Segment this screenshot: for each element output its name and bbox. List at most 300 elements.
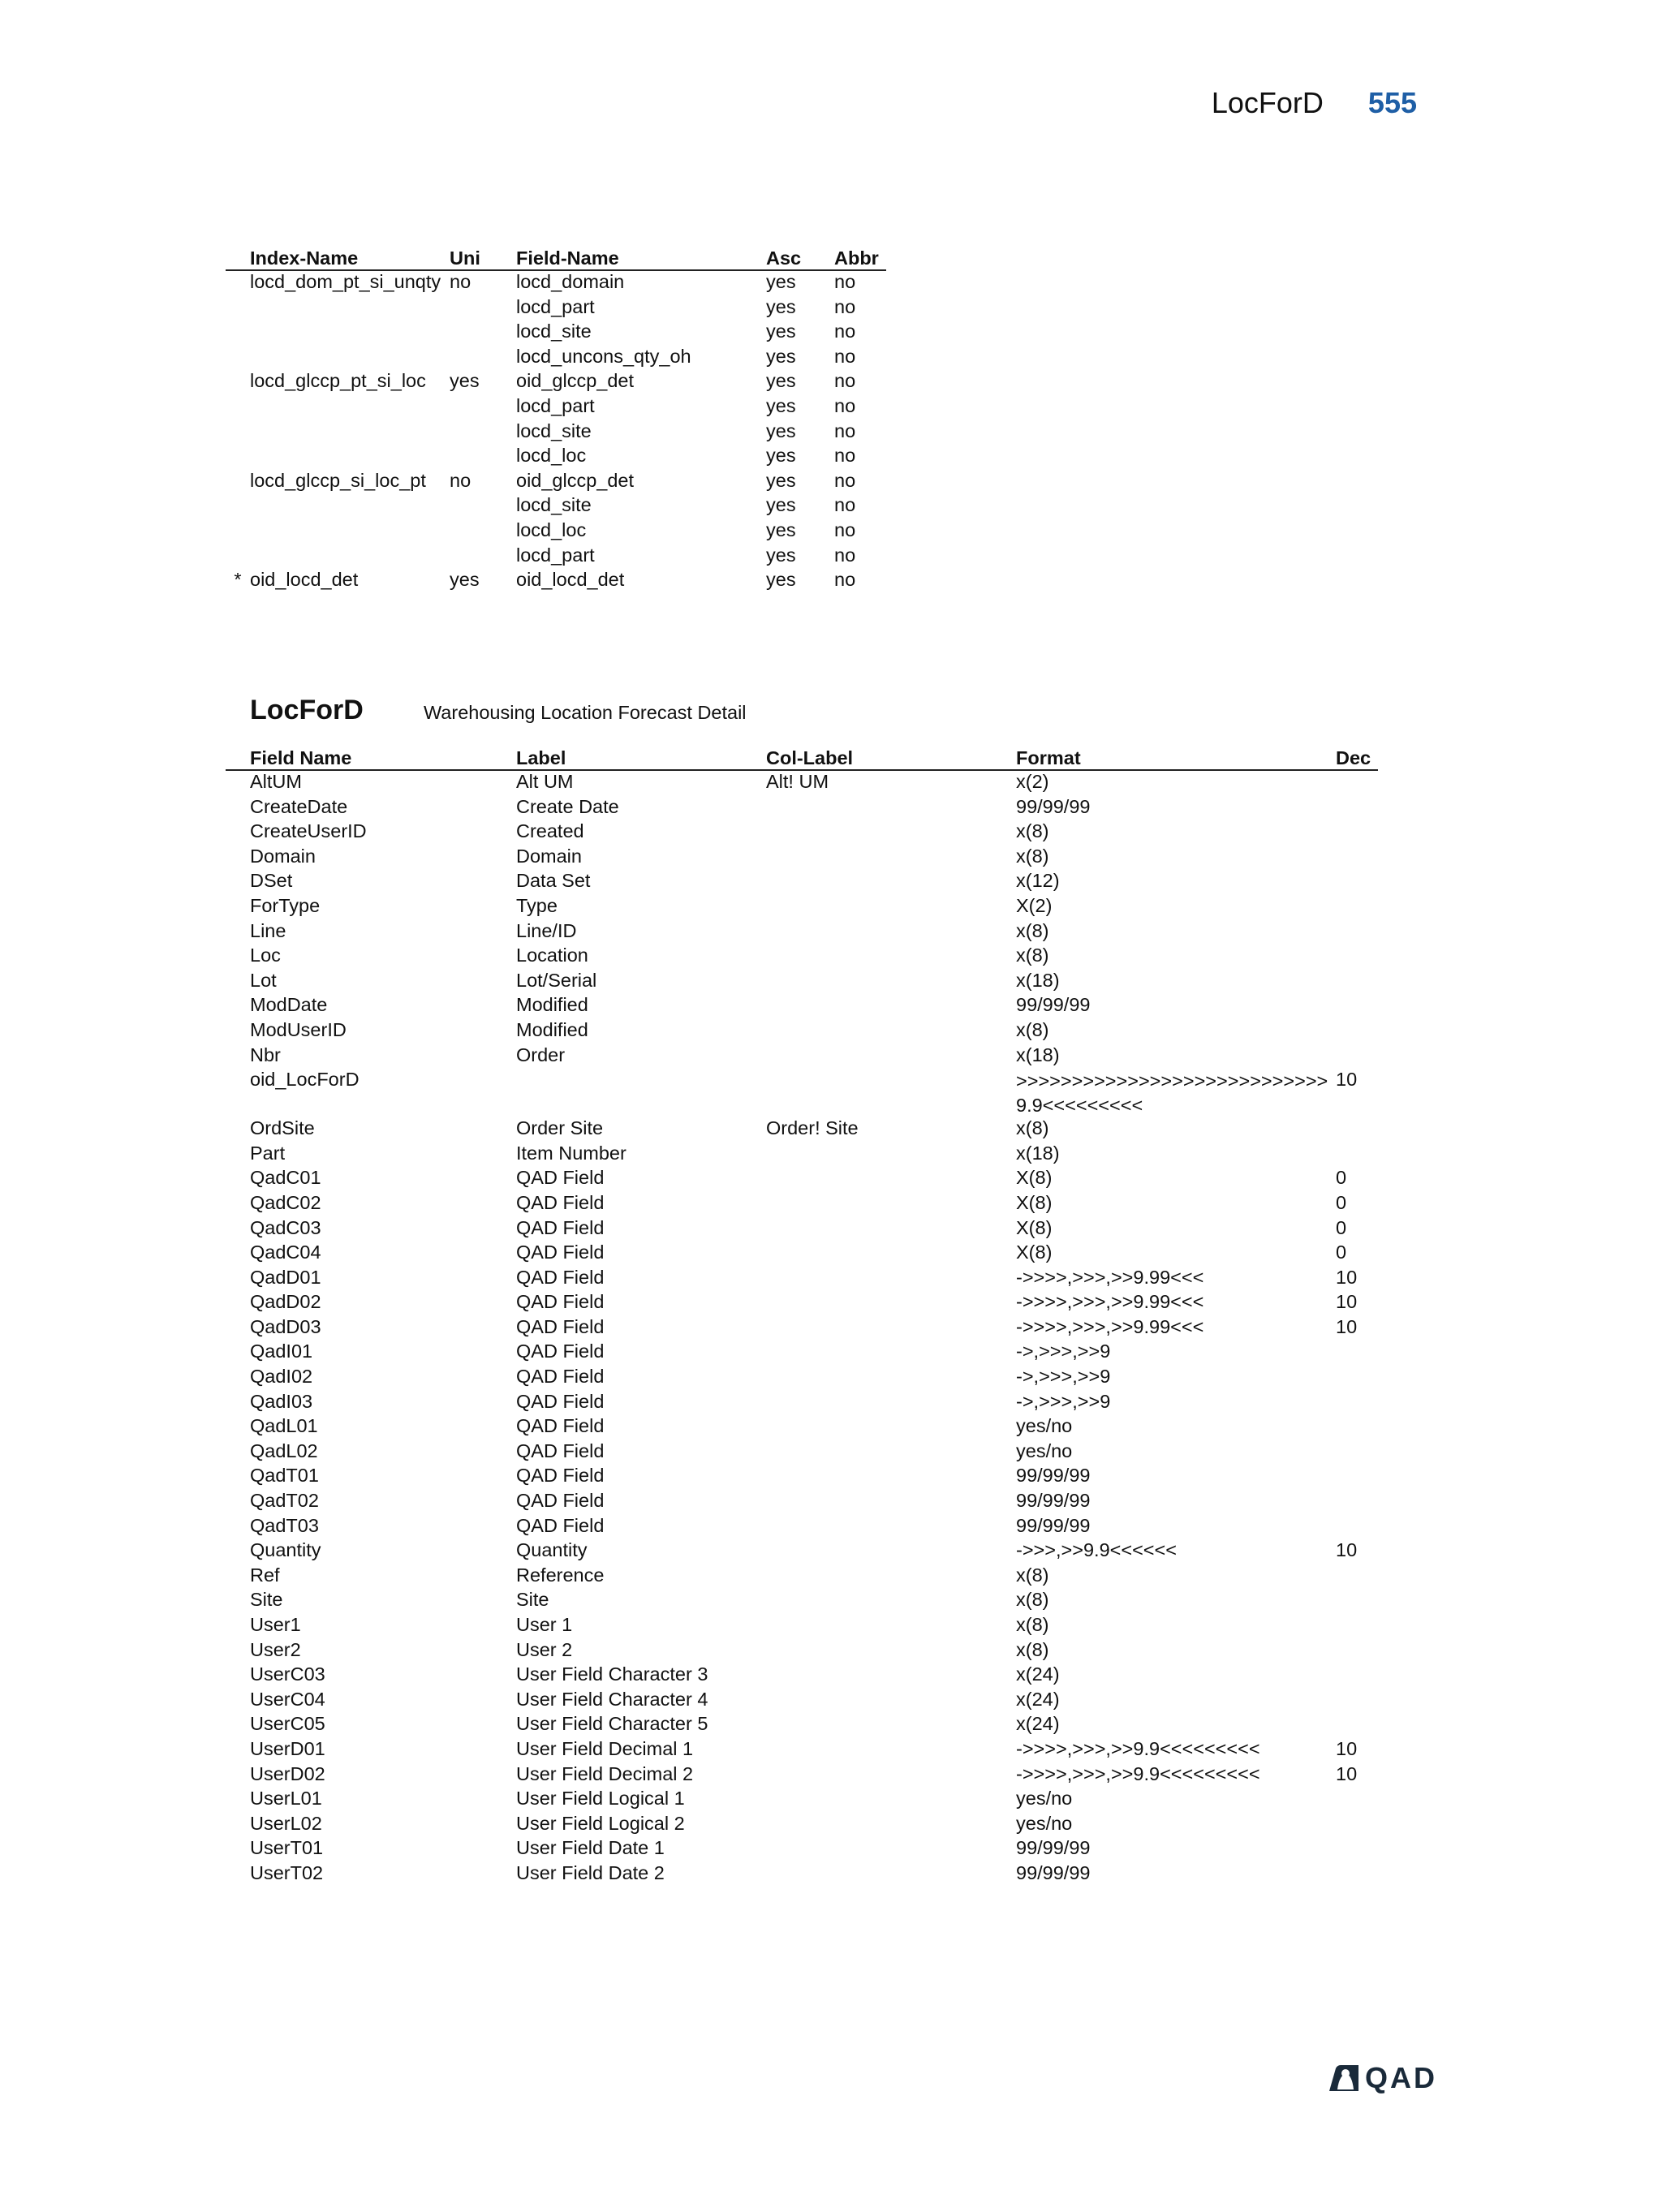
field-row xyxy=(226,1143,1378,1168)
field-row xyxy=(226,1862,1378,1887)
index-name-cell: oid_locd_det xyxy=(250,569,359,591)
field-row-gutter xyxy=(226,1639,250,1664)
field-row xyxy=(226,1713,1378,1738)
field-name-cell: locd_part xyxy=(516,394,595,416)
dec-cell xyxy=(1336,870,1378,895)
unique-cell xyxy=(450,544,516,570)
index-table xyxy=(226,243,886,594)
format-cell: x(8) xyxy=(1016,919,1049,941)
field-row-gutter xyxy=(226,994,250,1019)
format-cell: ->>>,>>9.9<<<<<< xyxy=(1016,1539,1177,1561)
field-row xyxy=(226,1117,1378,1143)
dec-cell: 0 xyxy=(1336,1242,1347,1263)
abbr-cell: no xyxy=(834,345,856,367)
field-name-cell: QadL01 xyxy=(250,1415,318,1437)
asc-cell: yes xyxy=(766,295,796,317)
dec-cell xyxy=(1336,846,1378,871)
dec-cell xyxy=(1336,1713,1378,1738)
field-name-cell: Quantity xyxy=(250,1539,321,1561)
field-row-gutter xyxy=(226,1217,250,1242)
field-table-body xyxy=(226,770,1378,1887)
col-label-cell xyxy=(766,1490,1016,1515)
col-label-cell xyxy=(766,1366,1016,1391)
abbr-cell: no xyxy=(834,469,856,491)
col-label-cell xyxy=(766,870,1016,895)
field-row xyxy=(226,1044,1378,1069)
col-label-cell xyxy=(766,895,1016,920)
field-row-gutter xyxy=(226,1291,250,1316)
field-row xyxy=(226,920,1378,945)
field-name-cell: CreateUserID xyxy=(250,820,367,842)
dec-cell: 0 xyxy=(1336,1191,1347,1213)
unique-cell: yes xyxy=(450,569,480,591)
abbr-cell: no xyxy=(834,519,856,540)
asc-cell: yes xyxy=(766,544,796,566)
col-header-asc: Asc xyxy=(766,243,834,270)
dec-cell: 10 xyxy=(1336,1315,1358,1337)
index-row-mark xyxy=(226,544,250,570)
field-row-gutter xyxy=(226,1019,250,1044)
col-label-cell xyxy=(766,1788,1016,1813)
dec-cell xyxy=(1336,1788,1378,1813)
index-name-cell: locd_glccp_si_loc_pt xyxy=(250,469,426,491)
table-heading xyxy=(250,695,747,726)
unique-cell xyxy=(450,494,516,519)
field-row xyxy=(226,1440,1378,1465)
asc-cell: yes xyxy=(766,345,796,367)
field-row xyxy=(226,770,1378,796)
unique-cell xyxy=(450,296,516,321)
field-row xyxy=(226,1267,1378,1292)
dec-cell xyxy=(1336,1117,1378,1143)
format-cell: x(8) xyxy=(1016,820,1049,842)
field-row xyxy=(226,1614,1378,1639)
field-row xyxy=(226,1689,1378,1714)
format-cell: 99/99/99 xyxy=(1016,1837,1091,1859)
col-label-cell xyxy=(766,1639,1016,1664)
index-row-mark: * xyxy=(234,569,242,591)
dec-cell: 10 xyxy=(1336,1266,1358,1288)
asc-cell: yes xyxy=(766,445,796,467)
unique-cell: no xyxy=(450,271,471,292)
col-label-cell xyxy=(766,1763,1016,1788)
asc-cell: yes xyxy=(766,519,796,540)
format-cell: X(8) xyxy=(1016,1167,1053,1189)
dec-cell xyxy=(1336,1689,1378,1714)
col-label-cell xyxy=(766,1291,1016,1316)
field-name-cell: QadD01 xyxy=(250,1266,321,1288)
format-cell: ->>>>,>>>,>>9.99<<< xyxy=(1016,1291,1204,1313)
field-row xyxy=(226,1366,1378,1391)
col-label-cell: Alt! UM xyxy=(766,771,829,792)
format-cell: x(8) xyxy=(1016,1638,1049,1660)
label-cell: Quantity xyxy=(516,1539,588,1561)
field-row xyxy=(226,945,1378,970)
format-cell: x(12) xyxy=(1016,870,1060,892)
table-description: Warehousing Location Forecast Detail xyxy=(424,702,747,723)
asc-cell: yes xyxy=(766,321,796,342)
col-label-cell xyxy=(766,1267,1016,1292)
col-label-cell xyxy=(766,1242,1016,1267)
index-row xyxy=(226,420,886,445)
field-row xyxy=(226,1192,1378,1217)
col-label-cell xyxy=(766,846,1016,871)
field-name-cell: UserD02 xyxy=(250,1762,325,1784)
unique-cell: no xyxy=(450,469,471,491)
dec-cell xyxy=(1336,1564,1378,1590)
field-name-cell: QadI01 xyxy=(250,1341,313,1362)
col-label-cell xyxy=(766,994,1016,1019)
field-row-gutter xyxy=(226,1589,250,1614)
dec-cell: 10 xyxy=(1336,1762,1358,1784)
field-name-cell: locd_loc xyxy=(516,445,587,467)
field-name-cell: locd_site xyxy=(516,494,592,516)
label-cell: Domain xyxy=(516,845,582,867)
dec-cell xyxy=(1336,970,1378,995)
label-cell: User Field Character 3 xyxy=(516,1663,708,1685)
col-header-label: Label xyxy=(516,743,766,770)
field-row-gutter xyxy=(226,1192,250,1217)
field-name-cell: UserL01 xyxy=(250,1788,322,1810)
field-row-gutter xyxy=(226,1763,250,1788)
col-label-cell xyxy=(766,1415,1016,1440)
field-row-gutter xyxy=(226,1069,250,1117)
col-label-cell xyxy=(766,820,1016,846)
dec-cell xyxy=(1336,1044,1378,1069)
format-cell: x(24) xyxy=(1016,1663,1060,1685)
label-cell: Create Date xyxy=(516,795,619,817)
format-cell: x(24) xyxy=(1016,1713,1060,1735)
format-cell: x(2) xyxy=(1016,771,1049,792)
index-gutter-header xyxy=(226,243,250,270)
field-name-cell: ForType xyxy=(250,894,321,916)
index-row-mark xyxy=(226,445,250,470)
index-table-header xyxy=(226,243,886,270)
dec-cell xyxy=(1336,1415,1378,1440)
index-row xyxy=(226,544,886,570)
dec-cell xyxy=(1336,1391,1378,1416)
field-row xyxy=(226,1291,1378,1316)
format-cell: x(18) xyxy=(1016,1044,1060,1065)
unique-cell xyxy=(450,445,516,470)
dec-cell xyxy=(1336,895,1378,920)
abbr-cell: no xyxy=(834,494,856,516)
index-name-cell xyxy=(250,420,450,445)
format-cell: ->>>>,>>>,>>9.9<<<<<<<<< xyxy=(1016,1737,1260,1759)
col-header-col-label: Col-Label xyxy=(766,743,1016,770)
index-row xyxy=(226,296,886,321)
col-header-field-name: Field-Name xyxy=(516,243,766,270)
field-row-gutter xyxy=(226,1143,250,1168)
field-name-cell: QadT02 xyxy=(250,1490,319,1512)
field-name-cell: DSet xyxy=(250,870,293,892)
col-label-cell xyxy=(766,1192,1016,1217)
field-row xyxy=(226,970,1378,995)
index-row-mark xyxy=(226,494,250,519)
field-name-cell: Line xyxy=(250,919,286,941)
dec-cell xyxy=(1336,1589,1378,1614)
dec-cell xyxy=(1336,920,1378,945)
field-name-cell: User1 xyxy=(250,1614,301,1635)
field-name-cell: OrdSite xyxy=(250,1117,315,1139)
abbr-cell: no xyxy=(834,544,856,566)
field-name-cell: QadC01 xyxy=(250,1167,321,1189)
col-label-cell xyxy=(766,1713,1016,1738)
label-cell: User Field Character 4 xyxy=(516,1688,708,1710)
abbr-cell: no xyxy=(834,271,856,292)
index-row xyxy=(226,445,886,470)
abbr-cell: no xyxy=(834,295,856,317)
field-row xyxy=(226,870,1378,895)
field-name-cell: oid_locd_det xyxy=(516,569,625,591)
format-cell: ->>>>,>>>,>>9.9<<<<<<<<< xyxy=(1016,1762,1260,1784)
col-label-cell xyxy=(766,1391,1016,1416)
field-row-gutter xyxy=(226,1788,250,1813)
abbr-cell: no xyxy=(834,394,856,416)
format-cell: x(8) xyxy=(1016,1589,1049,1611)
field-name-cell: UserC04 xyxy=(250,1688,325,1710)
dec-cell xyxy=(1336,796,1378,821)
label-cell: QAD Field xyxy=(516,1514,605,1536)
format-cell: x(24) xyxy=(1016,1688,1060,1710)
field-row xyxy=(226,1564,1378,1590)
field-row xyxy=(226,1316,1378,1341)
field-name-cell: locd_site xyxy=(516,420,592,441)
col-label-cell xyxy=(766,1044,1016,1069)
format-cell: yes/no xyxy=(1016,1812,1073,1834)
index-name-cell xyxy=(250,395,450,420)
dec-cell xyxy=(1336,1639,1378,1664)
format-cell: yes/no xyxy=(1016,1415,1073,1437)
field-row-gutter xyxy=(226,846,250,871)
field-name-cell: QadI03 xyxy=(250,1390,313,1412)
dec-cell: 10 xyxy=(1336,1539,1358,1561)
label-cell: User Field Date 1 xyxy=(516,1837,665,1859)
index-name-cell: locd_glccp_pt_si_loc xyxy=(250,370,426,392)
dec-cell: 10 xyxy=(1336,1737,1358,1759)
format-cell: yes/no xyxy=(1016,1440,1073,1461)
label-cell: Order xyxy=(516,1044,566,1065)
dec-cell xyxy=(1336,1143,1378,1168)
field-row-gutter xyxy=(226,1267,250,1292)
field-name-cell: AltUM xyxy=(250,771,302,792)
unique-cell xyxy=(450,346,516,371)
field-name-cell: locd_domain xyxy=(516,271,625,292)
field-name-cell: QadD03 xyxy=(250,1315,321,1337)
field-name-cell: oid_glccp_det xyxy=(516,370,635,392)
dec-cell xyxy=(1336,945,1378,970)
field-name-cell: QadC02 xyxy=(250,1191,321,1213)
unique-cell: yes xyxy=(450,370,480,392)
label-cell: QAD Field xyxy=(516,1390,605,1412)
field-row-gutter xyxy=(226,1515,250,1540)
field-name-cell: QadL02 xyxy=(250,1440,318,1461)
label-cell: QAD Field xyxy=(516,1366,605,1388)
field-row-gutter xyxy=(226,1837,250,1862)
col-label-cell xyxy=(766,1663,1016,1689)
field-row-gutter xyxy=(226,1117,250,1143)
field-name-cell: Site xyxy=(250,1589,283,1611)
label-cell: Modified xyxy=(516,1018,588,1040)
index-row-mark xyxy=(226,270,250,296)
index-name-cell xyxy=(250,445,450,470)
col-label-cell xyxy=(766,1069,1016,1117)
field-row-gutter xyxy=(226,920,250,945)
format-cell: x(8) xyxy=(1016,1117,1049,1139)
field-row-gutter xyxy=(226,1738,250,1763)
unique-cell xyxy=(450,420,516,445)
field-row xyxy=(226,846,1378,871)
format-cell: x(18) xyxy=(1016,969,1060,991)
dec-cell xyxy=(1336,1837,1378,1862)
dec-cell: 10 xyxy=(1336,1069,1358,1091)
dec-cell xyxy=(1336,1366,1378,1391)
qad-logo-text: QAD xyxy=(1365,2061,1437,2094)
label-cell: QAD Field xyxy=(516,1490,605,1512)
field-row xyxy=(226,1242,1378,1267)
field-row-gutter xyxy=(226,1044,250,1069)
format-cell: >>>>>>>>>>>>>>>>>>>>>>>>>>>>9.9<<<<<<<<< xyxy=(1016,1070,1328,1117)
qad-logo xyxy=(1328,2061,1437,2095)
field-row-gutter xyxy=(226,1564,250,1590)
label-cell: QAD Field xyxy=(516,1216,605,1238)
field-name-cell: oid_glccp_det xyxy=(516,469,635,491)
label-cell: Site xyxy=(516,1589,549,1611)
field-name-cell: oid_LocForD xyxy=(250,1069,360,1091)
field-row xyxy=(226,1465,1378,1490)
field-gutter-header xyxy=(226,743,250,770)
format-cell: ->>>>,>>>,>>9.99<<< xyxy=(1016,1315,1204,1337)
label-cell: QAD Field xyxy=(516,1266,605,1288)
format-cell: ->>>>,>>>,>>9.99<<< xyxy=(1016,1266,1204,1288)
field-row xyxy=(226,1490,1378,1515)
field-row-gutter xyxy=(226,1167,250,1192)
field-row-gutter xyxy=(226,1663,250,1689)
field-row-gutter xyxy=(226,945,250,970)
format-cell: x(8) xyxy=(1016,945,1049,966)
index-row xyxy=(226,519,886,544)
field-row xyxy=(226,1019,1378,1044)
label-cell: Alt UM xyxy=(516,771,574,792)
field-row-gutter xyxy=(226,1813,250,1838)
col-label-cell xyxy=(766,1341,1016,1366)
col-header-uni: Uni xyxy=(450,243,516,270)
field-name-cell: UserT01 xyxy=(250,1837,324,1859)
format-cell: 99/99/99 xyxy=(1016,795,1091,817)
asc-cell: yes xyxy=(766,420,796,441)
field-row-gutter xyxy=(226,1490,250,1515)
col-label-cell xyxy=(766,1143,1016,1168)
dec-cell xyxy=(1336,1663,1378,1689)
field-name-cell: Part xyxy=(250,1142,286,1164)
format-cell: yes/no xyxy=(1016,1788,1073,1810)
col-label-cell xyxy=(766,1465,1016,1490)
field-name-cell: locd_part xyxy=(516,295,595,317)
format-cell: 99/99/99 xyxy=(1016,1861,1091,1883)
field-table xyxy=(226,743,1378,1887)
label-cell: QAD Field xyxy=(516,1415,605,1437)
field-row xyxy=(226,1415,1378,1440)
col-label-cell xyxy=(766,945,1016,970)
col-label-cell xyxy=(766,920,1016,945)
asc-cell: yes xyxy=(766,469,796,491)
col-label-cell xyxy=(766,1589,1016,1614)
dec-cell xyxy=(1336,1490,1378,1515)
format-cell: X(8) xyxy=(1016,1191,1053,1213)
format-cell: 99/99/99 xyxy=(1016,994,1091,1016)
field-row xyxy=(226,1069,1378,1117)
index-name-cell xyxy=(250,321,450,346)
field-table-header xyxy=(226,743,1378,770)
field-name-cell: UserT02 xyxy=(250,1861,324,1883)
field-row-gutter xyxy=(226,770,250,796)
field-row-gutter xyxy=(226,1316,250,1341)
index-row xyxy=(226,346,886,371)
label-cell: Item Number xyxy=(516,1142,626,1164)
field-row xyxy=(226,1738,1378,1763)
field-row-gutter xyxy=(226,1862,250,1887)
field-name-cell: QadD02 xyxy=(250,1291,321,1313)
index-row-mark xyxy=(226,370,250,395)
col-label-cell xyxy=(766,1167,1016,1192)
index-name-cell xyxy=(250,519,450,544)
field-row-gutter xyxy=(226,1713,250,1738)
field-row-gutter xyxy=(226,1465,250,1490)
col-label-cell xyxy=(766,970,1016,995)
col-label-cell xyxy=(766,796,1016,821)
field-row-gutter xyxy=(226,796,250,821)
field-name-cell: Nbr xyxy=(250,1044,281,1065)
index-row-mark xyxy=(226,346,250,371)
field-row xyxy=(226,1589,1378,1614)
label-cell xyxy=(516,1069,766,1117)
index-name-cell xyxy=(250,296,450,321)
format-cell: ->,>>>,>>9 xyxy=(1016,1341,1111,1362)
col-label-cell xyxy=(766,1539,1016,1564)
label-cell: QAD Field xyxy=(516,1315,605,1337)
label-cell: QAD Field xyxy=(516,1242,605,1263)
label-cell: QAD Field xyxy=(516,1341,605,1362)
col-label-cell xyxy=(766,1440,1016,1465)
col-label-cell xyxy=(766,1217,1016,1242)
label-cell: User Field Logical 2 xyxy=(516,1812,685,1834)
format-cell: x(8) xyxy=(1016,1564,1049,1586)
dec-cell: 0 xyxy=(1336,1216,1347,1238)
col-header-field-name: Field Name xyxy=(250,743,516,770)
label-cell: Type xyxy=(516,894,558,916)
asc-cell: yes xyxy=(766,271,796,292)
field-name-cell: QadC03 xyxy=(250,1216,321,1238)
field-name-cell: Domain xyxy=(250,845,316,867)
abbr-cell: no xyxy=(834,321,856,342)
unique-cell xyxy=(450,395,516,420)
label-cell: Order Site xyxy=(516,1117,604,1139)
unique-cell xyxy=(450,321,516,346)
field-row xyxy=(226,1391,1378,1416)
field-name-cell: QadT03 xyxy=(250,1514,319,1536)
dec-cell xyxy=(1336,1341,1378,1366)
format-cell: X(8) xyxy=(1016,1242,1053,1263)
field-row-gutter xyxy=(226,1341,250,1366)
field-row xyxy=(226,895,1378,920)
index-row xyxy=(226,569,886,594)
col-label-cell xyxy=(766,1689,1016,1714)
format-cell: X(8) xyxy=(1016,1216,1053,1238)
table-name: LocForD xyxy=(250,695,364,725)
format-cell: x(8) xyxy=(1016,1614,1049,1635)
abbr-cell: no xyxy=(834,445,856,467)
label-cell: User 2 xyxy=(516,1638,573,1660)
